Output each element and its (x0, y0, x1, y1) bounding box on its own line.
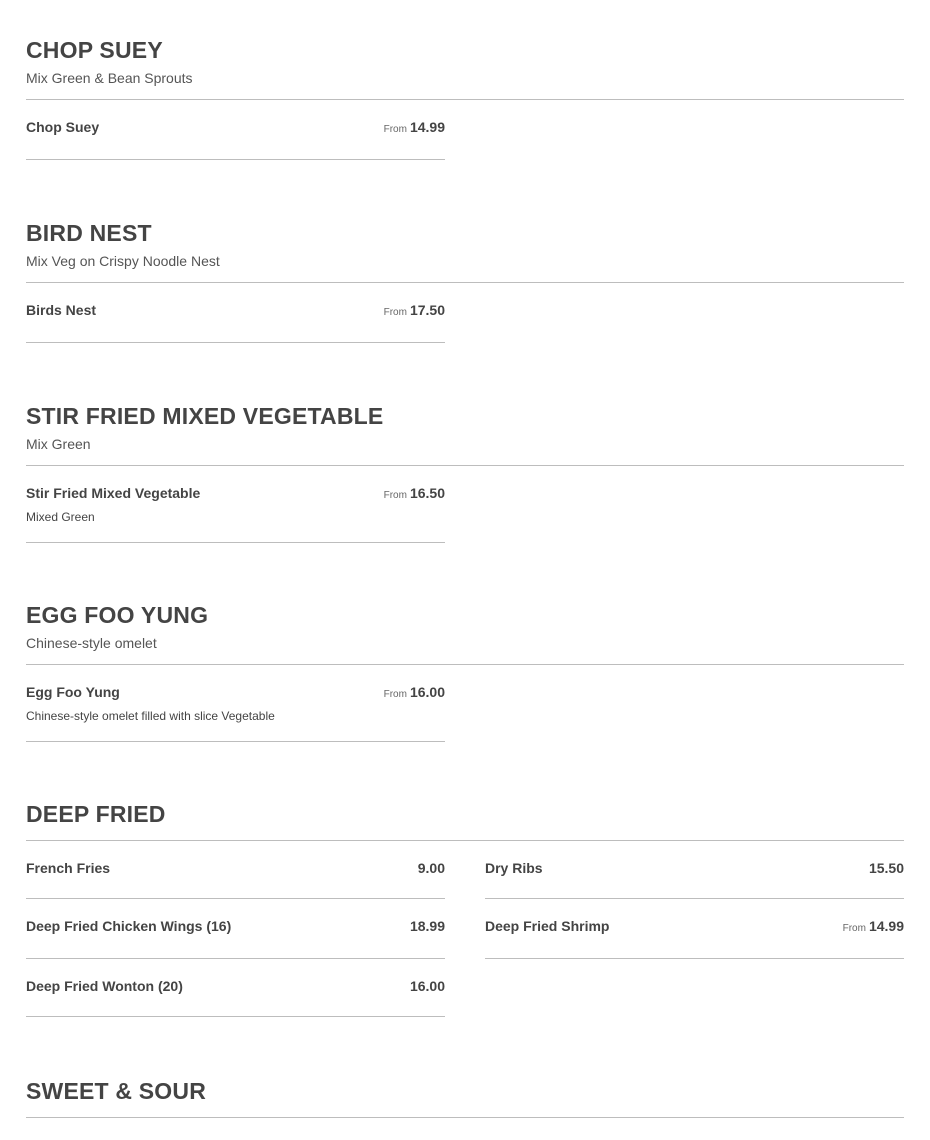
section-title: EGG FOO YUNG (26, 602, 209, 628)
menu-item-list (26, 841, 904, 1017)
section-description: Mix Veg on Crispy Noodle Nest (26, 253, 220, 269)
section-title: SWEET & SOUR (26, 1078, 207, 1104)
menu-item-name: Birds Nest (26, 302, 97, 318)
menu-item-name: Stir Fried Mixed Vegetable (26, 485, 201, 501)
menu-item-description: Chinese-style omelet filled with slice Vegetable (26, 709, 275, 723)
section-title: BIRD NEST (26, 220, 152, 246)
price-value: 17.50 (409, 302, 445, 318)
menu-item-price (384, 485, 445, 501)
price-prefix: From (383, 124, 407, 135)
menu-item[interactable] (26, 665, 445, 742)
menu-section-deep-fried (26, 801, 904, 1017)
menu-item-name: Deep Fried Wonton (20) (26, 978, 183, 994)
menu-item-name: Chop Suey (26, 119, 100, 135)
price-value: 15.50 (868, 860, 904, 876)
menu-item-price (384, 684, 445, 700)
menu-section-egg-foo-yung (26, 602, 904, 742)
menu-item-name: French Fries (26, 860, 111, 876)
menu-item-name: Egg Foo Yung (26, 684, 120, 700)
menu-item[interactable] (26, 283, 445, 343)
menu-item-price (384, 119, 445, 135)
section-description: Chinese-style omelet (26, 635, 157, 651)
menu-item-name: Deep Fried Shrimp (485, 918, 610, 934)
menu-item-price (410, 918, 445, 934)
menu-item[interactable] (26, 959, 445, 1017)
price-value: 14.99 (868, 918, 904, 934)
price-value: 14.99 (409, 119, 445, 135)
menu-item-description: Mixed Green (26, 510, 95, 524)
price-value: 16.00 (409, 978, 445, 994)
menu-item[interactable] (26, 899, 445, 959)
section-divider (26, 1117, 904, 1118)
menu-section-chop-suey (26, 37, 904, 160)
menu-section-sweet-and-sour (26, 1078, 904, 1118)
menu-item-price (410, 978, 445, 994)
menu-item-price (869, 860, 904, 876)
price-value: 16.00 (409, 684, 445, 700)
menu-item-price (843, 918, 904, 934)
menu-item-name: Dry Ribs (485, 860, 543, 876)
menu-section-bird-nest (26, 220, 904, 343)
section-title: DEEP FRIED (26, 801, 166, 827)
price-value: 9.00 (417, 860, 445, 876)
price-prefix: From (842, 923, 866, 934)
section-description: Mix Green & Bean Sprouts (26, 70, 193, 86)
section-description: Mix Green (26, 436, 91, 452)
price-prefix: From (383, 307, 407, 318)
section-title: CHOP SUEY (26, 37, 163, 63)
price-value: 18.99 (409, 918, 445, 934)
section-title: STIR FRIED MIXED VEGETABLE (26, 403, 384, 429)
menu-item-list (26, 665, 904, 742)
menu-section-stir-fried-mixed-vegetable (26, 403, 904, 543)
menu-item-name: Deep Fried Chicken Wings (16) (26, 918, 232, 934)
menu-item[interactable] (26, 841, 445, 899)
price-prefix: From (383, 490, 407, 501)
menu-item[interactable] (26, 466, 445, 543)
menu-item-list (26, 100, 904, 160)
menu-item-price (384, 302, 445, 318)
menu-item[interactable] (26, 100, 445, 160)
menu-item[interactable] (485, 899, 904, 959)
price-value: 16.50 (409, 485, 445, 501)
menu-item-price (418, 860, 445, 876)
price-prefix: From (383, 689, 407, 700)
menu-item[interactable] (485, 841, 904, 899)
menu-item-list (26, 283, 904, 343)
menu-item-list (26, 466, 904, 543)
